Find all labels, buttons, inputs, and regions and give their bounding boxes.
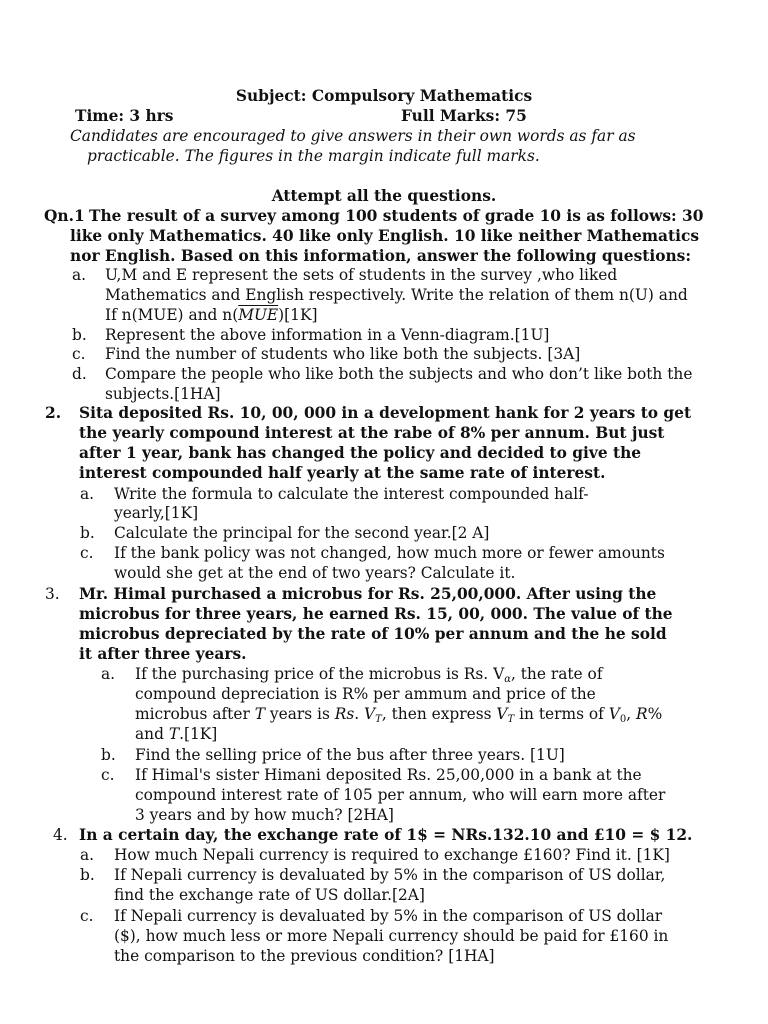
q2-stem-line-3: after 1 year, bank has changed the policy and decided to give the xyxy=(79,444,642,462)
q1d-line-2: subjects.[1HA] xyxy=(105,385,221,403)
q3c-line-2: compound interest rate of 105 per annum, who will earn more after xyxy=(135,786,666,804)
q2c-label: c. xyxy=(80,544,94,562)
q4b-line-1: If Nepali currency is devaluated by 5% in the comparison of US dollar, xyxy=(114,866,666,884)
q2-stem-line-2: the yearly compound interest at the rabe of 8% per annum. But just xyxy=(79,424,665,442)
q4c-line-2: ($), how much less or more Nepali currency should be paid for £160 in xyxy=(114,927,669,945)
q3c-line-1: If Himal's sister Himani deposited Rs. 25,00,000 in a bank at the xyxy=(135,766,642,784)
q1a-label: a. xyxy=(72,266,87,284)
subject-title: Subject: Compulsory Mathematics xyxy=(235,87,533,105)
q4c-line-1: If Nepali currency is devaluated by 5% in the comparison of US dollar xyxy=(114,907,663,925)
q2a-line-2: yearly,[1K] xyxy=(114,504,199,522)
full-marks-label: Full Marks: 75 xyxy=(401,107,527,125)
q2-stem-line-4: interest compounded half yearly at the same rate of interest. xyxy=(79,464,606,482)
q3b-text: Find the selling price of the bus after three years. [1U] xyxy=(135,746,565,764)
q1b-label: b. xyxy=(72,326,87,344)
q1d-label: d. xyxy=(72,365,87,383)
q1d-line-1: Compare the people who like both the subjects and who don’t like both the xyxy=(105,365,693,383)
q1-stem-line-1: The result of a survey among 100 students of grade 10 is as follows: 30 xyxy=(89,207,704,225)
q1-number: Qn.1 xyxy=(44,207,85,225)
q3c-line-3: 3 years and by how much? [2HA] xyxy=(135,806,394,824)
q3a-line-1: If the purchasing price of the microbus is Rs. $V_\alpha$, the rate of xyxy=(135,665,603,685)
q4a-label: a. xyxy=(80,846,95,864)
q3-stem-line-2: microbus for three years, he earned Rs. 15, 00, 000. The value of the xyxy=(79,605,673,623)
q1b-text: Represent the above information in a Venn-diagram.[1U] xyxy=(105,326,550,344)
q2c-line-1: If the bank policy was not changed, how much more or fewer amounts xyxy=(114,544,665,562)
q4-number: 4. xyxy=(53,826,68,844)
q4a-text: How much Nepali currency is required to exchange £160? Find it. [1K] xyxy=(114,846,670,864)
q3a-line-3: microbus after T years is Rs. $V_T$, then express $V_T$ in terms of $V_0$, R% xyxy=(135,705,663,725)
q3-stem-line-4: it after three years. xyxy=(79,645,247,663)
q1c-label: c. xyxy=(72,345,86,363)
q3c-label: c. xyxy=(101,766,115,784)
q1a-line-1: U,M and E represent the sets of students in the survey ,who liked xyxy=(105,266,618,284)
q1-stem-line-3: nor English. Based on this information, answer the following questions: xyxy=(70,247,692,265)
q1a-line-3: If n(MUE) and $n(\overline{MUE})[1K]$ xyxy=(105,306,318,324)
q4-stem: In a certain day, the exchange rate of 1$ = NRs.132.10 and £10 = $ 12. xyxy=(79,826,693,844)
q2-number: 2. xyxy=(45,404,62,422)
q3-stem-line-1: Mr. Himal purchased a microbus for Rs. 25,00,000. After using the xyxy=(79,585,657,603)
instruction-line-1: Candidates are encouraged to give answers in their own words as far as xyxy=(70,127,636,145)
q2-stem-line-1: Sita deposited Rs. 10, 00, 000 in a development hank for 2 years to get xyxy=(79,404,692,422)
q3-stem-line-3: microbus depreciated by the rate of 10% per annum and the he sold xyxy=(79,625,667,643)
q1c-text: Find the number of students who like both the subjects. [3A] xyxy=(105,345,581,363)
q2c-line-2: would she get at the end of two years? Calculate it. xyxy=(114,564,516,582)
q1-stem-line-2: like only Mathematics. 40 like only English. 10 like neither Mathematics xyxy=(70,227,700,245)
mue-complement: $\overline{MUE}$ xyxy=(238,306,279,324)
q4c-line-3: the comparison to the previous condition? [1HA] xyxy=(114,947,495,965)
q4b-line-2: find the exchange rate of US dollar.[2A] xyxy=(114,886,425,904)
q3a-line-4: and T.[1K] xyxy=(135,725,218,743)
attempt-all-heading: Attempt all the questions. xyxy=(271,187,497,205)
q4b-label: b. xyxy=(80,866,95,884)
time-label: Time: 3 hrs xyxy=(75,107,174,125)
q3-number: 3. xyxy=(45,585,60,603)
q4c-label: c. xyxy=(80,907,94,925)
q3a-label: a. xyxy=(101,665,116,683)
q2b-text: Calculate the principal for the second year.[2 A] xyxy=(114,524,490,542)
q3a-line-2: compound depreciation is R% per ammum and price of the xyxy=(135,685,596,703)
q2a-label: a. xyxy=(80,485,95,503)
q2a-line-1: Write the formula to calculate the interest compounded half- xyxy=(114,485,589,503)
alpha-subscript: α xyxy=(504,674,511,685)
instruction-line-2: practicable. The figures in the margin indicate full marks. xyxy=(87,147,540,165)
q1a-line-2: Mathematics and English respectively. Write the relation of them n(U) and xyxy=(105,286,688,304)
q2b-label: b. xyxy=(80,524,95,542)
q3b-label: b. xyxy=(101,746,116,764)
